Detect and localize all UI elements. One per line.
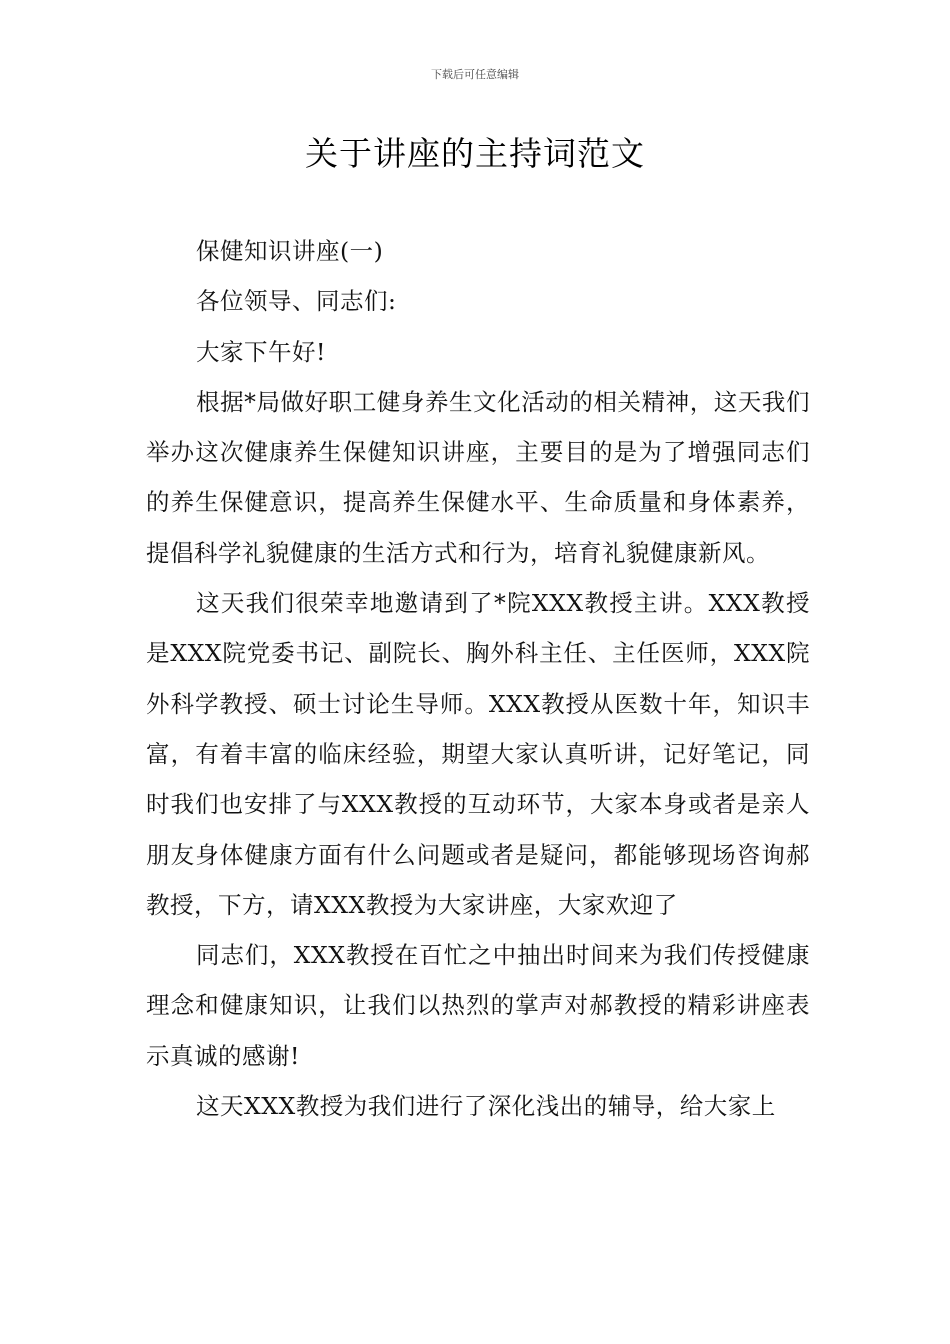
paragraph-subtitle: 保健知识讲座(一) — [196, 237, 384, 265]
paragraph-closing: 这天XXX教授为我们进行了深化浅出的辅导，给大家上 — [196, 1092, 776, 1121]
paragraph-greeting: 大家下午好! — [196, 337, 326, 366]
document-body — [146, 226, 810, 1131]
paragraph-speaker-intro: 这天我们很荣幸地邀请到了*院XXX教授主讲。XXX教授是XXX院党委书记、副院长、胸外科主任、主任医师，XXX院外科学教授、硕士讨论生导师。XXX教授从医数十年，知识丰富，有着丰富的临床经验，期望大家认真听讲，记好笔记，同时我们也安排了与XXX教授的互动环节，大家本身或者是亲人朋友身体健康方面有什么问题或者是疑问，都能够现场咨询郝教授，下方，请XXX教授为大家讲座，大家欢迎了 — [146, 589, 810, 919]
paragraph-purpose: 根据*局做好职工健身养生文化活动的相关精神，这天我们举办这次健康养生保健知识讲座，主要目的是为了增强同志们的养生保健意识，提高养生保健水平、生命质量和身体素养，提倡科学礼貌健康的生活方式和行为，培育礼貌健康新风。 — [146, 387, 810, 567]
paragraph-thanks: 同志们，XXX教授在百忙之中抽出时间来为我们传授健康理念和健康知识，让我们以热烈的掌声对郝教授的精彩讲座表示真诚的感谢! — [146, 941, 810, 1070]
header-note: 下载后可任意编辑 — [431, 68, 519, 81]
document-title: 关于讲座的主持词范文 — [305, 134, 645, 173]
paragraph-salutation: 各位领导、同志们: — [196, 287, 397, 316]
